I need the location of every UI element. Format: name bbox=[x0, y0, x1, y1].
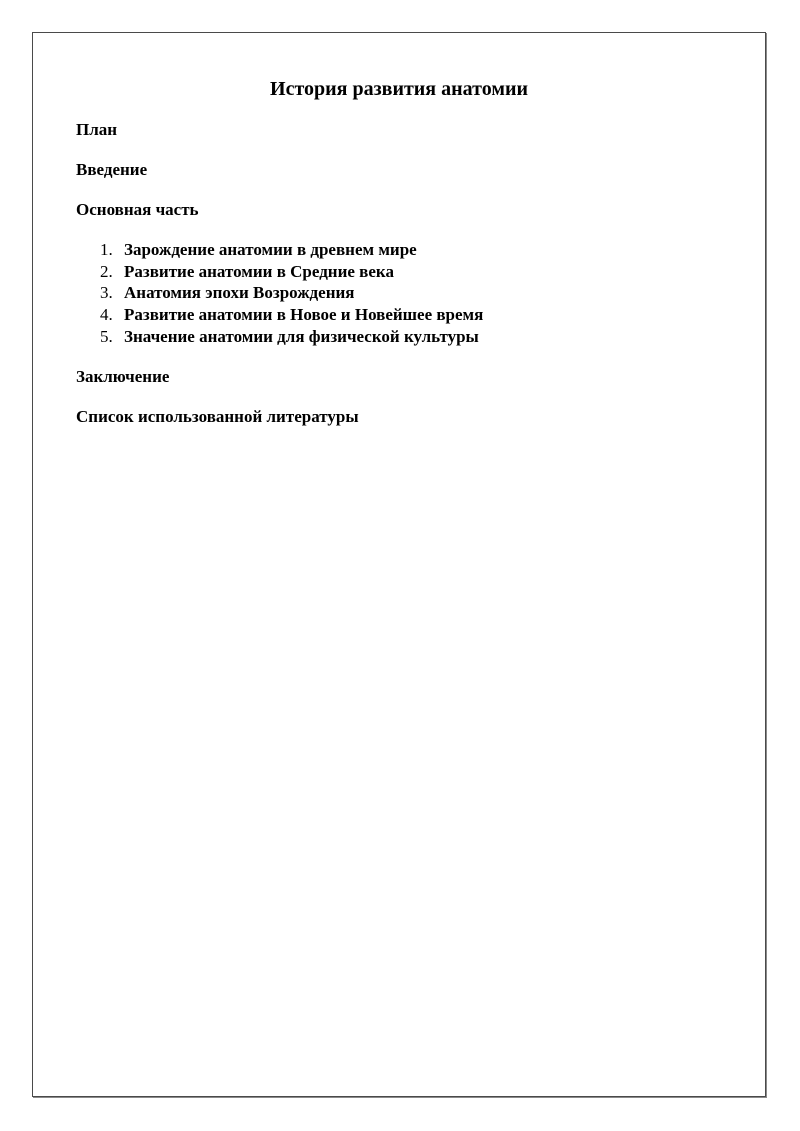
chapter-list bbox=[76, 239, 736, 348]
chapter-item bbox=[76, 282, 736, 304]
chapter-item bbox=[76, 239, 736, 261]
intro-heading: Введение bbox=[76, 160, 148, 179]
chapter-number: 4. bbox=[100, 305, 113, 325]
references-heading: Список использованной литературы bbox=[76, 406, 359, 426]
chapter-title: Значение анатомии для физической культуры bbox=[124, 326, 479, 346]
conclusion-heading: Заключение bbox=[76, 366, 170, 386]
chapter-title: Зарождение анатомии в древнем мире bbox=[124, 240, 417, 259]
chapter-number: 5. bbox=[100, 326, 113, 346]
chapter-item bbox=[76, 304, 736, 326]
plan-heading: План bbox=[76, 120, 118, 139]
chapter-item bbox=[76, 261, 736, 283]
chapter-title: Развитие анатомии в Новое и Новейшее время bbox=[124, 305, 484, 325]
document-page bbox=[32, 32, 766, 1097]
chapter-title: Развитие анатомии в Средние века bbox=[124, 261, 394, 281]
table-of-contents bbox=[76, 119, 736, 446]
chapter-number: 3. bbox=[100, 283, 113, 303]
chapter-number: 2. bbox=[100, 261, 113, 281]
chapter-item bbox=[76, 326, 736, 348]
document-title: История развития анатомии bbox=[270, 78, 528, 100]
chapter-number: 1. bbox=[100, 240, 113, 259]
chapter-title: Анатомия эпохи Возрождения bbox=[124, 283, 355, 303]
main-part-heading: Основная часть bbox=[76, 200, 199, 219]
